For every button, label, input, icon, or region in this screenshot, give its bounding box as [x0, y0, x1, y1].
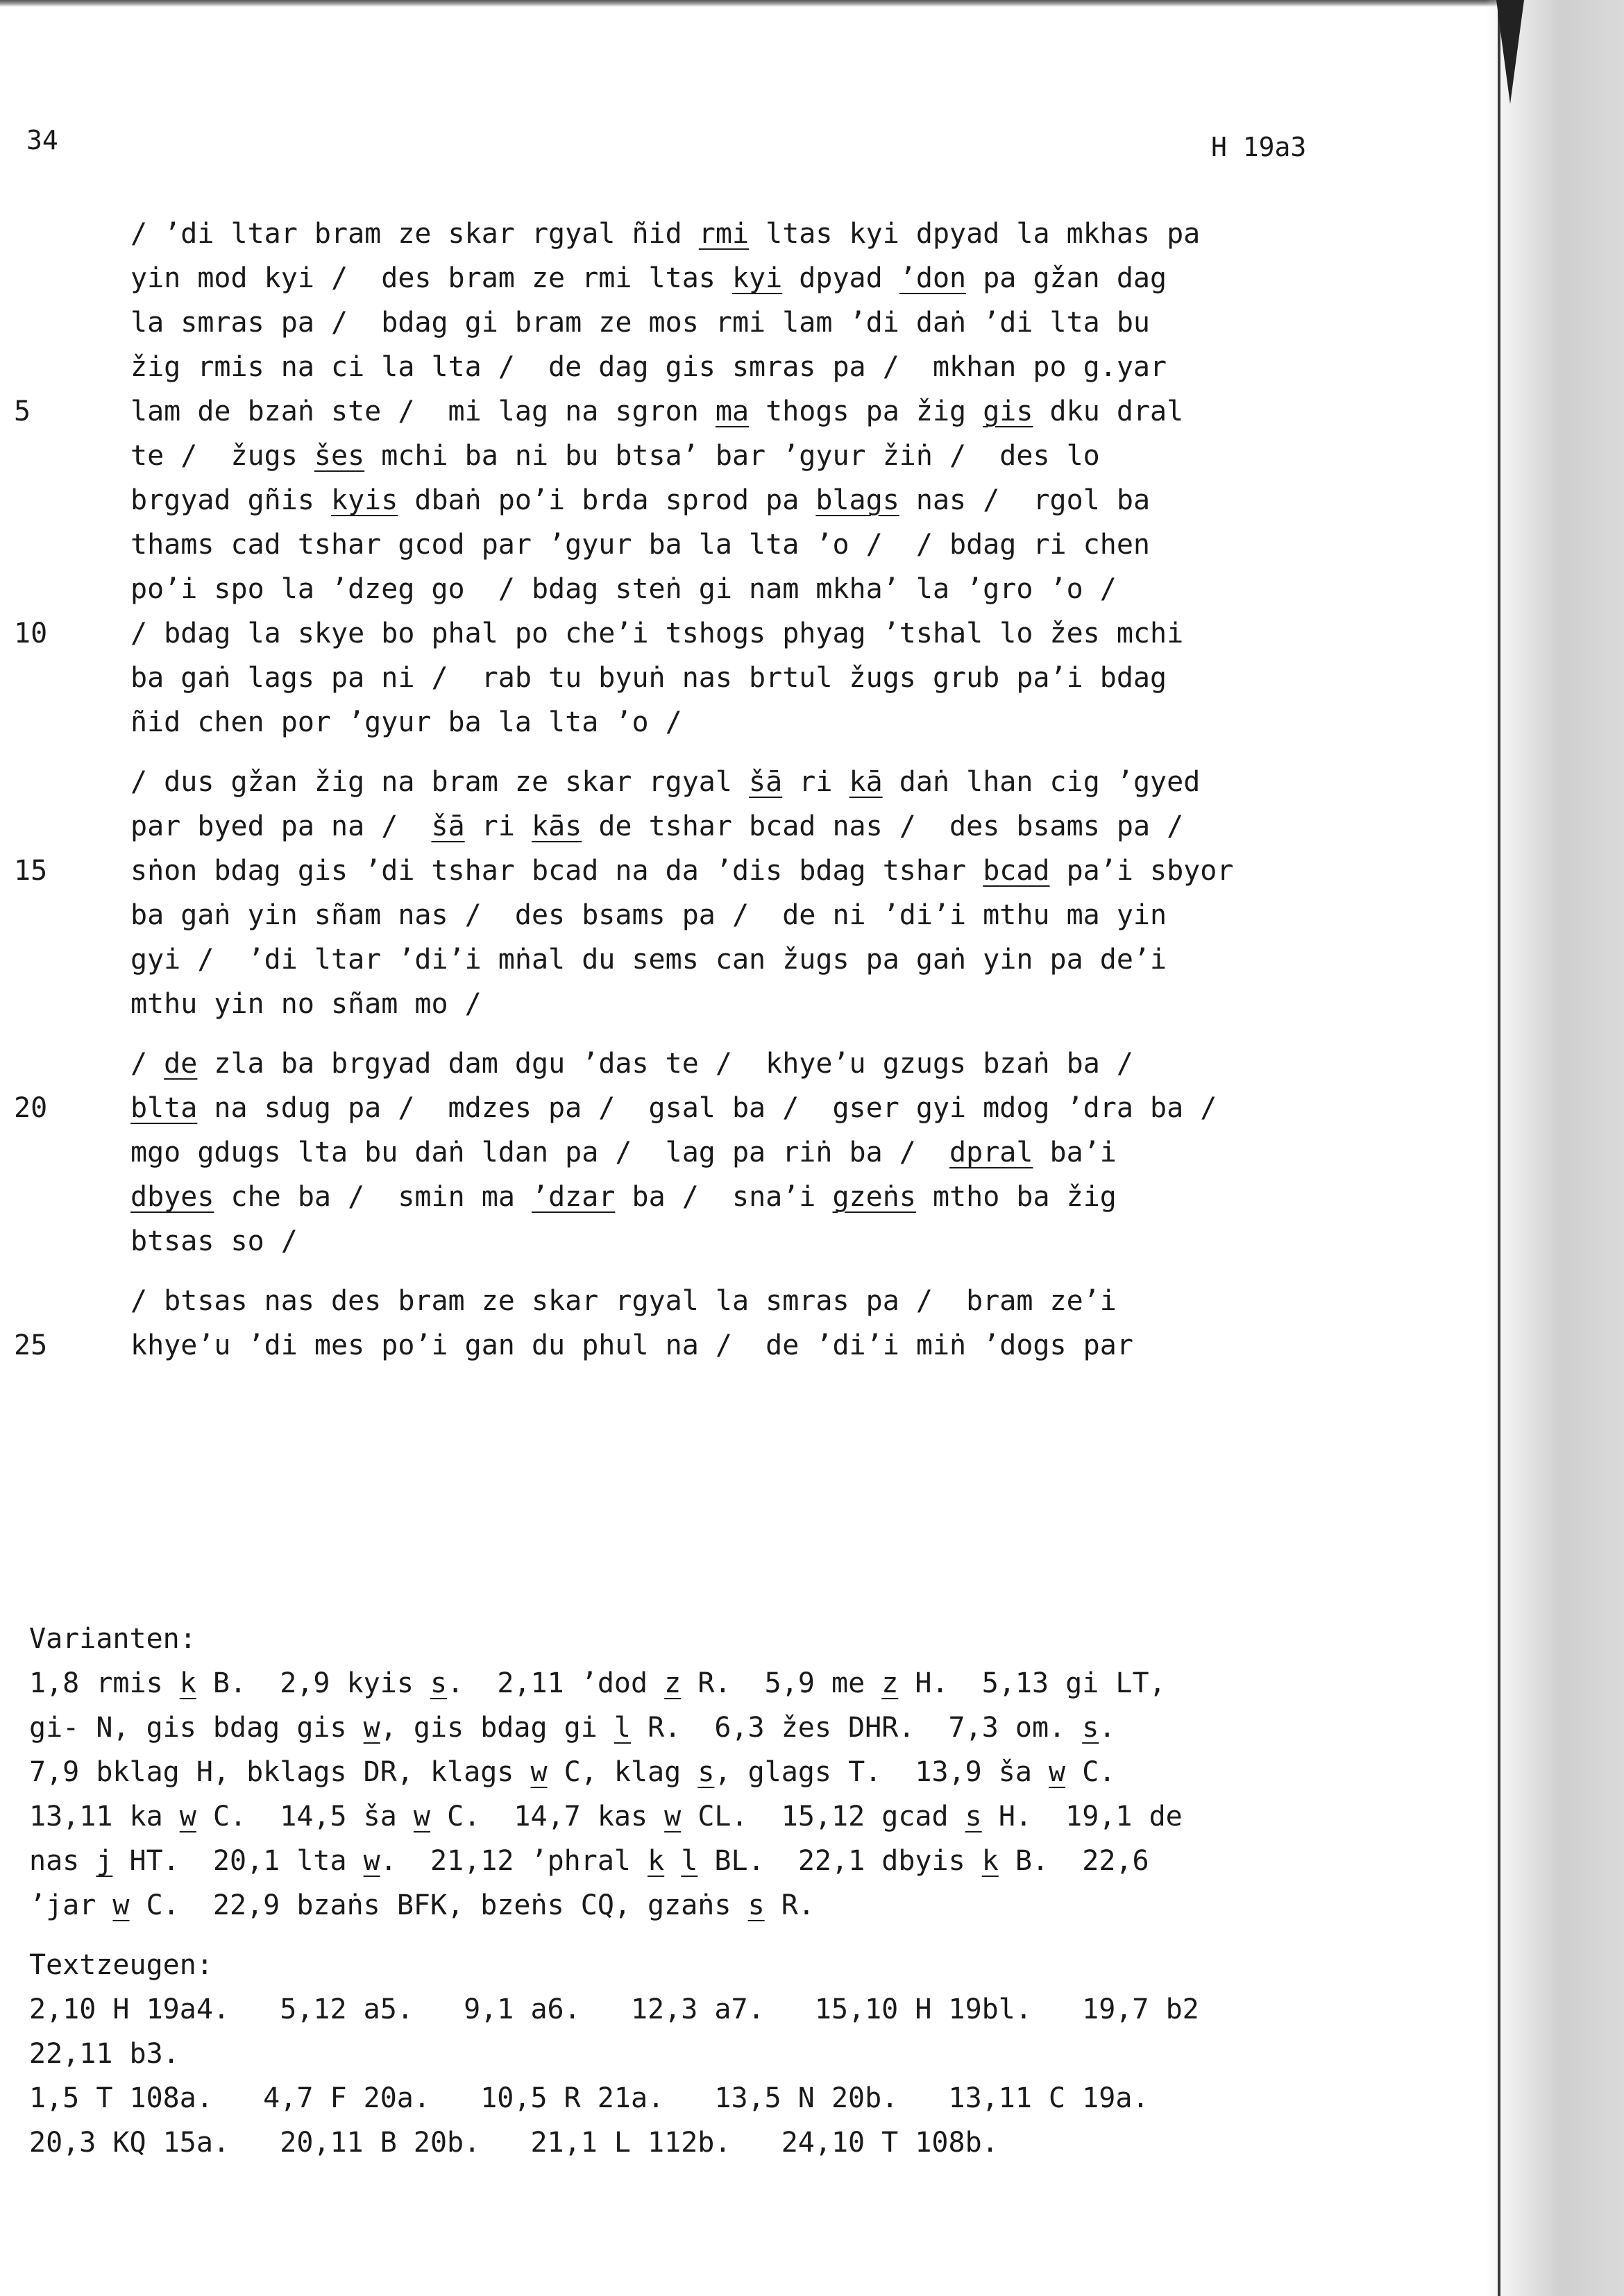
text-segment: che ba / smin ma [214, 1181, 532, 1213]
text-segment: 1,8 rmis [29, 1667, 180, 1699]
text-paragraph [14, 212, 1366, 745]
underlined-word: k [981, 1845, 999, 1877]
text-segment: te / žugs [130, 440, 314, 472]
text-line [130, 1175, 1366, 1219]
text-segment: thams cad tshar gcod par ’gyur ba la lta ’o / / bdag ri chen [130, 529, 1151, 561]
text-line [130, 1130, 1366, 1175]
text-paragraph [14, 1279, 1366, 1368]
text-segment: ’jar [29, 1889, 113, 1921]
text-segment: R. 5,9 me [681, 1667, 882, 1699]
text-line [14, 1086, 1366, 1130]
text-segment: khye’u ’di mes po’i gan du phul na / de ’di’i miṅ ’dogs par [130, 1329, 1133, 1361]
text-segment: / btsas nas des bram ze skar rgyal la smras pa / bram ze’i [130, 1285, 1117, 1317]
text-segment: la smras pa / bdag gi bram ze mos rmi lam ’di daṅ ’di lta bu [130, 307, 1151, 339]
witness-line: 20,3 KQ 15a. 20,11 B 20b. 21,1 L 112b. 24,10 T 108b. [29, 2127, 999, 2159]
text-line [130, 937, 1366, 982]
underlined-word: j [96, 1845, 113, 1877]
text-line [14, 611, 1366, 656]
text-line [130, 700, 1366, 745]
underlined-word: rmi [698, 218, 750, 250]
underlined-word: šā [431, 810, 465, 842]
text-segment: , gis bdag gi [380, 1712, 614, 1744]
underlined-word: s [965, 1801, 982, 1832]
text-segment: / [130, 1048, 164, 1080]
text-segment: H. 5,13 gi LT, [898, 1667, 1166, 1699]
text-line [130, 1219, 1366, 1264]
underlined-word: w [530, 1756, 548, 1788]
line-number: 5 [14, 396, 31, 427]
underlined-word: kyis [330, 484, 398, 516]
line-number: 20 [14, 1092, 48, 1124]
text-paragraph [14, 760, 1366, 1026]
text-segment: mtho ba žig [915, 1181, 1117, 1213]
book-spine-fold [1496, 0, 1524, 104]
variants-heading: Varianten: [29, 1623, 196, 1655]
line-number: 10 [14, 618, 48, 649]
text-segment: H. 19,1 de [981, 1801, 1183, 1832]
text-segment: dbaṅ po’i brda sprod pa [398, 484, 816, 516]
text-segment: . 2,11 ’dod [447, 1667, 665, 1699]
underlined-word: gis [983, 396, 1033, 427]
text-segment: thogs pa žig [749, 396, 983, 427]
text-segment: zla ba brgyad dam dgu ’das te / khye’u gzugs bzaṅ ba / [197, 1048, 1133, 1080]
variant-line [29, 1883, 1452, 1928]
text-segment: ltas kyi dpyad la mkhas pa [749, 218, 1201, 250]
text-line [130, 345, 1366, 389]
text-segment: gi- N, gis bdag gis [29, 1712, 364, 1744]
underlined-word: ma [715, 396, 750, 427]
text-segment: dku dral [1033, 396, 1184, 427]
text-segment: pa gžan dag [966, 262, 1167, 294]
text-segment: par byed pa na / [130, 810, 432, 842]
book-spine-edge [1498, 0, 1500, 2296]
text-segment: daṅ lhan cig ’gyed [882, 766, 1201, 798]
text-segment: ri [464, 810, 532, 842]
book-spine-shadow [1485, 0, 1624, 2296]
text-segment: C, klag [547, 1756, 698, 1788]
folio-reference: H 19a3 [1211, 132, 1307, 162]
text-segment: C. 22,9 bzaṅs BFK, bzeṅs CQ, gzaṅs [129, 1889, 748, 1921]
text-segment: . 21,12 ’phral [380, 1845, 648, 1877]
text-segment: nas / rgol ba [899, 484, 1151, 516]
underlined-word: s [697, 1756, 715, 1788]
text-segment: btsas so / [130, 1225, 298, 1257]
underlined-word: s [1082, 1712, 1099, 1744]
text-segment: nas [29, 1845, 96, 1877]
text-line [130, 760, 1366, 804]
text-line [130, 478, 1366, 522]
text-line [130, 434, 1366, 478]
text-segment: brgyad gñis [130, 484, 331, 516]
witness-line: 2,10 H 19a4. 5,12 a5. 9,1 a6. 12,3 a7. 15,10 H 19bl. 19,7 b2 [29, 1993, 1199, 2025]
variant-line [29, 1661, 1452, 1706]
underlined-word: w [1049, 1756, 1066, 1788]
line-number: 25 [14, 1329, 48, 1361]
text-segment: , glags T. 13,9 ša [714, 1756, 1049, 1788]
underlined-word: blags [815, 484, 899, 516]
scan-top-edge [0, 0, 1624, 7]
text-segment: BL. 22,1 dbyis [697, 1845, 982, 1877]
witness-line: 1,5 T 108a. 4,7 F 20a. 10,5 R 21a. 13,5 N 20b. 13,11 C 19a. [29, 2082, 1149, 2114]
underlined-word: s [430, 1667, 448, 1699]
underlined-word: dbyes [130, 1181, 214, 1213]
text-line [14, 849, 1366, 893]
text-segment: ñid chen por ’gyur ba la lta ’o / [130, 706, 682, 738]
text-segment: C. 14,7 kas [430, 1801, 665, 1832]
underlined-word: w [112, 1889, 130, 1921]
text-segment: HT. 20,1 lta [112, 1845, 364, 1877]
text-line [130, 256, 1366, 300]
text-line [130, 212, 1366, 256]
text-segment: ba’i [1033, 1137, 1117, 1168]
underlined-word: kyi [731, 262, 783, 294]
underlined-word: bcad [983, 855, 1050, 887]
underlined-word: l [681, 1845, 698, 1877]
witness-line: 22,11 b3. [29, 2038, 180, 2070]
underlined-word: w [413, 1801, 431, 1832]
underlined-word: w [664, 1801, 682, 1832]
critical-apparatus [29, 1617, 1452, 2165]
variant-line [29, 1839, 1452, 1883]
text-line [14, 389, 1366, 434]
text-segment: ba / sna’i [615, 1181, 833, 1213]
text-line [130, 804, 1366, 849]
underlined-word: šā [749, 766, 783, 798]
text-line [130, 1041, 1366, 1086]
text-line [130, 656, 1366, 700]
text-paragraph [14, 1041, 1366, 1264]
text-line [14, 1323, 1366, 1368]
underlined-word: dpral [949, 1137, 1033, 1168]
text-segment: mgo gdugs lta bu daṅ ldan pa / lag pa riṅ ba / [130, 1137, 950, 1168]
variant-line [29, 1706, 1452, 1750]
underlined-word: k [648, 1845, 665, 1877]
text-segment: žig rmis na ci la lta / de dag gis smras pa / mkhan po g.yar [130, 351, 1167, 383]
text-segment: R. [764, 1889, 815, 1921]
text-line [130, 893, 1366, 937]
underlined-word: gzeṅs [832, 1181, 916, 1213]
text-line [130, 300, 1366, 345]
line-number: 15 [14, 855, 48, 887]
underlined-word: w [363, 1845, 380, 1877]
underlined-word: kās [531, 810, 582, 842]
text-segment: lam de bzaṅ ste / mi lag na sgron [130, 396, 716, 427]
underlined-word: w [179, 1801, 196, 1832]
text-segment: de tshar bcad nas / des bsams pa / [582, 810, 1184, 842]
text-segment: / bdag la skye bo phal po che’i tshogs phyag ’tshal lo žes mchi [130, 618, 1184, 649]
text-segment: gyi / ’di ltar ’di’i mṅal du sems can žugs pa gaṅ yin pa de’i [130, 944, 1167, 976]
underlined-word: k [179, 1667, 196, 1699]
text-segment: po’i spo la ’dzeg go / bdag steṅ gi nam mkha’ la ’gro ’o / [130, 573, 1117, 605]
text-segment: B. 2,9 kyis [196, 1667, 430, 1699]
text-segment: 13,11 ka [29, 1801, 180, 1832]
text-segment: C. [1065, 1756, 1116, 1788]
text-segment: C. 14,5 ša [196, 1801, 414, 1832]
text-line [130, 982, 1366, 1026]
text-segment: pa’i sbyor [1049, 855, 1234, 887]
tibetan-transliteration-text [14, 212, 1366, 1383]
text-segment [664, 1845, 681, 1877]
witnesses-list [29, 1987, 1452, 2165]
text-segment: CL. 15,12 gcad [681, 1801, 965, 1832]
underlined-word: w [363, 1712, 380, 1744]
underlined-word: ’don [899, 262, 967, 294]
variants-list [29, 1661, 1452, 1928]
underlined-word: de [164, 1048, 198, 1080]
underlined-word: z [664, 1667, 682, 1699]
text-line [130, 522, 1366, 567]
underlined-word: ’dzar [531, 1181, 616, 1213]
text-segment: / dus gžan žig na bram ze skar rgyal [130, 766, 750, 798]
text-segment: ba gaṅ yin sñam nas / des bsams pa / de ni ’di’i mthu ma yin [130, 899, 1167, 931]
text-segment: R. 6,3 žes DHR. 7,3 om. [630, 1712, 1083, 1744]
text-segment: ba gaṅ lags pa ni / rab tu byuṅ nas brtul žugs grub pa’i bdag [130, 662, 1167, 694]
variant-line [29, 1750, 1452, 1794]
text-segment: . [1099, 1712, 1116, 1744]
underlined-word: kā [849, 766, 883, 798]
text-line [130, 567, 1366, 611]
text-segment: dpyad [782, 262, 899, 294]
text-segment: ri [782, 766, 849, 798]
text-segment: / ’di ltar bram ze skar rgyal ñid [130, 218, 699, 250]
text-segment: na sdug pa / mdzes pa / gsal ba / gser gyi mdog ’dra ba / [197, 1092, 1217, 1124]
text-segment: mchi ba ni bu btsa’ bar ’gyur žiṅ / des lo [364, 440, 1100, 472]
underlined-word: s [747, 1889, 765, 1921]
underlined-word: blta [130, 1092, 198, 1124]
page-number: 34 [26, 125, 58, 155]
text-segment: yin mod kyi / des bram ze rmi ltas [130, 262, 732, 294]
underlined-word: z [881, 1667, 899, 1699]
text-segment: sṅon bdag gis ’di tshar bcad na da ’dis bdag tshar [130, 855, 983, 887]
witnesses-heading: Textzeugen: [29, 1949, 213, 1981]
text-segment: mthu yin no sñam mo / [130, 988, 482, 1020]
underlined-word: šes [314, 440, 365, 472]
text-line [130, 1279, 1366, 1323]
variant-line [29, 1794, 1452, 1839]
underlined-word: l [614, 1712, 631, 1744]
text-segment: B. 22,6 [998, 1845, 1149, 1877]
text-segment: 7,9 bklag H, bklags DR, klags [29, 1756, 531, 1788]
